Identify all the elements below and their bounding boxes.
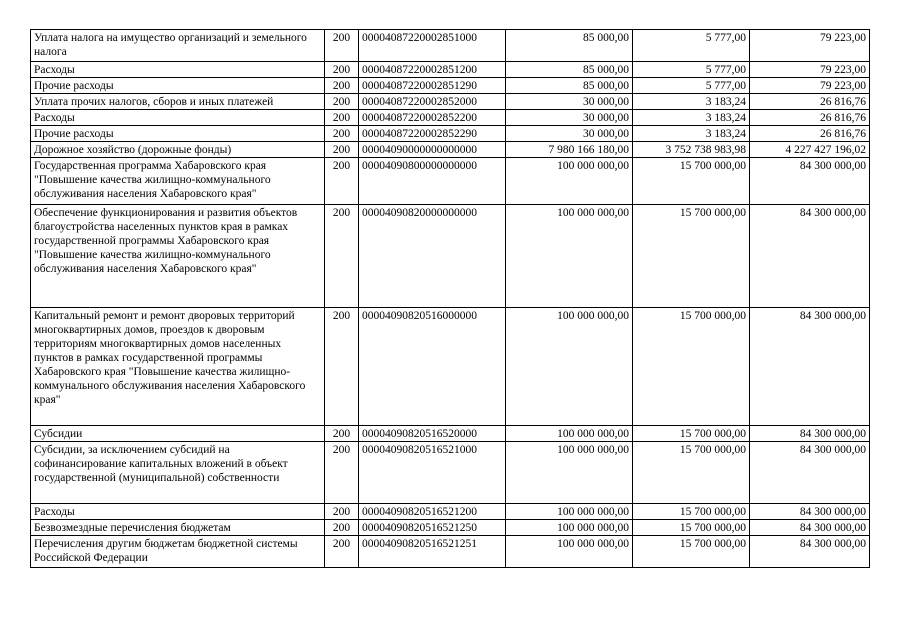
unexecuted-amount-cell: 84 300 000,00 [750,205,870,308]
classification-code-cell: 00004090820516521250 [359,520,506,536]
classification-code-cell: 00004087220002851000 [359,30,506,62]
line-code-cell: 200 [325,504,359,520]
line-code-cell: 200 [325,94,359,110]
table-row [31,142,870,158]
line-code-cell: 200 [325,205,359,308]
approved-amount-cell: 100 000 000,00 [506,520,633,536]
unexecuted-amount-cell: 84 300 000,00 [750,520,870,536]
classification-code-cell: 00004090820516000000 [359,308,506,426]
unexecuted-amount-cell: 26 816,76 [750,94,870,110]
unexecuted-amount-cell: 4 227 427 196,02 [750,142,870,158]
expense-name-cell: Расходы [31,504,325,520]
executed-amount-cell: 15 700 000,00 [633,205,750,308]
unexecuted-amount-cell: 84 300 000,00 [750,158,870,205]
expense-name-cell: Обеспечение функционирования и развития объектов благоустройства населенных пунктов края в рамках государственной программы Хабаровского края "Повышение качества жилищно-коммунального обслуживания населения Хабаровского края" [31,205,325,308]
executed-amount-cell: 5 777,00 [633,78,750,94]
executed-amount-cell: 15 700 000,00 [633,308,750,426]
executed-amount-cell: 15 700 000,00 [633,520,750,536]
table-row [31,520,870,536]
line-code-cell: 200 [325,62,359,78]
approved-amount-cell: 30 000,00 [506,110,633,126]
executed-amount-cell: 15 700 000,00 [633,442,750,504]
approved-amount-cell: 30 000,00 [506,126,633,142]
expense-name-cell: Капитальный ремонт и ремонт дворовых территорий многоквартирных домов, проездов к дворовым территориям многоквартирных домов населенных пунктов в рамках государственной программы Хабаровского края "Повышение качества жилищно-коммунального обслуживания населения Хабаровского края" [31,308,325,426]
expense-name-cell: Субсидии, за исключением субсидий на софинансирование капитальных вложений в объект государственной (муниципальной) собственности [31,442,325,504]
unexecuted-amount-cell: 26 816,76 [750,126,870,142]
line-code-cell: 200 [325,158,359,205]
expense-name-cell: Безвозмездные перечисления бюджетам [31,520,325,536]
table-row [31,504,870,520]
classification-code-cell: 00004087220002851200 [359,62,506,78]
approved-amount-cell: 100 000 000,00 [506,426,633,442]
line-code-cell: 200 [325,308,359,426]
approved-amount-cell: 30 000,00 [506,94,633,110]
classification-code-cell: 00004090800000000000 [359,158,506,205]
classification-code-cell: 00004087220002852290 [359,126,506,142]
executed-amount-cell: 15 700 000,00 [633,504,750,520]
unexecuted-amount-cell: 84 300 000,00 [750,426,870,442]
table-row [31,158,870,205]
executed-amount-cell: 5 777,00 [633,62,750,78]
classification-code-cell: 00004090820516520000 [359,426,506,442]
classification-code-cell: 00004090000000000000 [359,142,506,158]
approved-amount-cell: 100 000 000,00 [506,158,633,205]
executed-amount-cell: 3 752 738 983,98 [633,142,750,158]
classification-code-cell: 00004090820516521251 [359,536,506,568]
expense-name-cell: Уплата прочих налогов, сборов и иных платежей [31,94,325,110]
unexecuted-amount-cell: 79 223,00 [750,62,870,78]
unexecuted-amount-cell: 26 816,76 [750,110,870,126]
table-row [31,426,870,442]
approved-amount-cell: 85 000,00 [506,78,633,94]
line-code-cell: 200 [325,78,359,94]
unexecuted-amount-cell: 84 300 000,00 [750,536,870,568]
line-code-cell: 200 [325,426,359,442]
classification-code-cell: 00004090820000000000 [359,205,506,308]
approved-amount-cell: 7 980 166 180,00 [506,142,633,158]
expense-name-cell: Прочие расходы [31,126,325,142]
line-code-cell: 200 [325,520,359,536]
unexecuted-amount-cell: 84 300 000,00 [750,308,870,426]
expense-name-cell: Прочие расходы [31,78,325,94]
executed-amount-cell: 15 700 000,00 [633,536,750,568]
line-code-cell: 200 [325,442,359,504]
executed-amount-cell: 3 183,24 [633,110,750,126]
line-code-cell: 200 [325,30,359,62]
executed-amount-cell: 5 777,00 [633,30,750,62]
classification-code-cell: 00004090820516521000 [359,442,506,504]
approved-amount-cell: 100 000 000,00 [506,308,633,426]
unexecuted-amount-cell: 84 300 000,00 [750,442,870,504]
table-row [31,536,870,568]
expense-name-cell: Уплата налога на имущество организаций и земельного налога [31,30,325,62]
table-row [31,442,870,504]
table-row [31,94,870,110]
table-row [31,126,870,142]
approved-amount-cell: 85 000,00 [506,30,633,62]
table-row [31,78,870,94]
approved-amount-cell: 100 000 000,00 [506,536,633,568]
table-row [31,308,870,426]
approved-amount-cell: 100 000 000,00 [506,504,633,520]
executed-amount-cell: 15 700 000,00 [633,426,750,442]
unexecuted-amount-cell: 79 223,00 [750,78,870,94]
expense-name-cell: Расходы [31,62,325,78]
table-row [31,30,870,62]
budget-expenditure-table [30,29,870,568]
expense-name-cell: Дорожное хозяйство (дорожные фонды) [31,142,325,158]
line-code-cell: 200 [325,126,359,142]
unexecuted-amount-cell: 79 223,00 [750,30,870,62]
table-row [31,205,870,308]
executed-amount-cell: 3 183,24 [633,94,750,110]
unexecuted-amount-cell: 84 300 000,00 [750,504,870,520]
executed-amount-cell: 15 700 000,00 [633,158,750,205]
line-code-cell: 200 [325,536,359,568]
classification-code-cell: 00004087220002852200 [359,110,506,126]
table-row [31,62,870,78]
expense-name-cell: Государственная программа Хабаровского края "Повышение качества жилищно-коммунального обслуживания населения Хабаровского края" [31,158,325,205]
approved-amount-cell: 100 000 000,00 [506,442,633,504]
classification-code-cell: 00004087220002852000 [359,94,506,110]
classification-code-cell: 00004087220002851290 [359,78,506,94]
approved-amount-cell: 85 000,00 [506,62,633,78]
expense-name-cell: Расходы [31,110,325,126]
approved-amount-cell: 100 000 000,00 [506,205,633,308]
line-code-cell: 200 [325,142,359,158]
line-code-cell: 200 [325,110,359,126]
table-row [31,110,870,126]
executed-amount-cell: 3 183,24 [633,126,750,142]
expense-name-cell: Перечисления другим бюджетам бюджетной системы Российской Федерации [31,536,325,568]
expense-name-cell: Субсидии [31,426,325,442]
classification-code-cell: 00004090820516521200 [359,504,506,520]
